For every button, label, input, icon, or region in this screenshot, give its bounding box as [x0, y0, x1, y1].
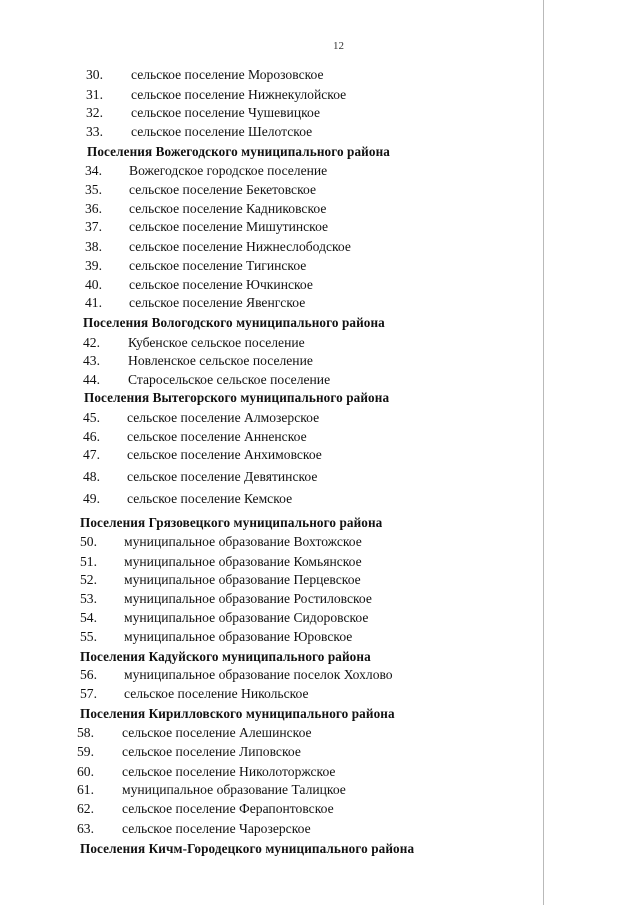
page-number: 12: [333, 40, 344, 52]
item-number: 33.: [86, 124, 103, 139]
item-number: 61.: [77, 782, 94, 797]
item-text: муниципальное образование Сидоровское: [124, 610, 369, 625]
item-number: 48.: [83, 469, 100, 484]
item-number: 44.: [83, 372, 100, 387]
item-number: 54.: [80, 610, 97, 625]
item-number: 31.: [86, 87, 103, 102]
item-text: сельское поселение Ючкинское: [129, 277, 313, 292]
item-number: 51.: [80, 554, 97, 569]
item-text: сельское поселение Алмозерское: [127, 410, 320, 425]
item-text: Кубенское сельское поселение: [128, 335, 305, 350]
item-number: 55.: [80, 629, 97, 644]
item-number: 37.: [85, 219, 102, 234]
item-number: 62.: [77, 801, 94, 816]
item-text: сельское поселение Чарозерское: [122, 821, 311, 836]
item-text: муниципальное образование Талицкое: [122, 782, 346, 797]
item-number: 58.: [77, 725, 94, 740]
item-text: сельское поселение Нижнеслободское: [129, 239, 351, 254]
item-number: 56.: [80, 667, 97, 682]
item-number: 60.: [77, 764, 94, 779]
item-text: муниципальное образование Ростиловское: [124, 591, 372, 606]
item-text: сельское поселение Николоторжское: [122, 764, 336, 779]
item-text: сельское поселение Тигинское: [129, 258, 307, 273]
item-number: 34.: [85, 163, 102, 178]
item-text: сельское поселение Никольское: [124, 686, 309, 701]
item-number: 32.: [86, 105, 103, 120]
item-text: сельское поселение Девятинское: [127, 469, 318, 484]
item-number: 50.: [80, 534, 97, 549]
item-text: муниципальное образование поселок Хохлово: [124, 667, 393, 682]
item-number: 38.: [85, 239, 102, 254]
item-text: муниципальное образование Комьянское: [124, 554, 362, 569]
district-header: Поселения Кадуйского муниципального района: [80, 649, 371, 664]
item-text: сельское поселение Анхимовское: [127, 447, 322, 462]
district-header: Поселения Вологодского муниципального района: [83, 315, 385, 330]
item-text: сельское поселение Бекетовское: [129, 182, 316, 197]
item-text: сельское поселение Кадниковское: [129, 201, 327, 216]
item-text: Старосельское сельское поселение: [128, 372, 331, 387]
district-header: Поселения Грязовецкого муниципального района: [80, 515, 383, 530]
item-text: сельское поселение Мишутинское: [129, 219, 329, 234]
item-text: сельское поселение Кемское: [127, 491, 293, 506]
item-number: 52.: [80, 572, 97, 587]
item-text: сельское поселение Морозовское: [131, 67, 324, 82]
item-number: 36.: [85, 201, 102, 216]
item-number: 57.: [80, 686, 97, 701]
item-text: Вожегодское городское поселение: [129, 163, 328, 178]
district-header: Поселения Кирилловского муниципального района: [80, 706, 395, 721]
item-text: сельское поселение Липовское: [122, 744, 301, 759]
item-number: 40.: [85, 277, 102, 292]
item-number: 46.: [83, 429, 100, 444]
district-header: Поселения Кичм-Городецкого муниципального района: [80, 841, 415, 856]
item-text: сельское поселение Явенгское: [129, 295, 306, 310]
item-number: 49.: [83, 491, 100, 506]
item-text: сельское поселение Ферапонтовское: [122, 801, 334, 816]
item-number: 53.: [80, 591, 97, 606]
item-text: сельское поселение Шелотское: [131, 124, 313, 139]
item-text: Новленское сельское поселение: [128, 353, 313, 368]
item-text: муниципальное образование Юровское: [124, 629, 353, 644]
district-header: Поселения Вытегорского муниципального района: [84, 390, 390, 405]
item-text: муниципальное образование Вохтожское: [124, 534, 362, 549]
item-number: 45.: [83, 410, 100, 425]
item-text: муниципальное образование Перцевское: [124, 572, 361, 587]
item-text: сельское поселение Анненское: [127, 429, 307, 444]
item-number: 63.: [77, 821, 94, 836]
item-text: сельское поселение Алешинское: [122, 725, 312, 740]
item-text: сельское поселение Чушевицкое: [131, 105, 321, 120]
district-header: Поселения Вожегодского муниципального района: [87, 144, 390, 159]
item-number: 42.: [83, 335, 100, 350]
item-text: сельское поселение Нижнекулойское: [131, 87, 347, 102]
item-number: 30.: [86, 67, 103, 82]
item-number: 35.: [85, 182, 102, 197]
item-number: 39.: [85, 258, 102, 273]
item-number: 43.: [83, 353, 100, 368]
item-number: 59.: [77, 744, 94, 759]
item-number: 41.: [85, 295, 102, 310]
item-number: 47.: [83, 447, 100, 462]
